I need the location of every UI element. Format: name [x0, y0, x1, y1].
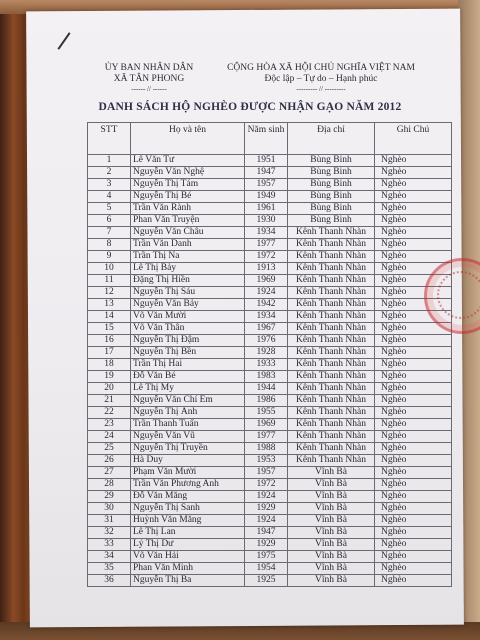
cell-name: Nguyễn Thị Ánh	[131, 407, 245, 419]
cell-name: Võ Văn Hải	[131, 551, 245, 563]
document-title: DANH SÁCH HỘ NGHÈO ĐƯỢC NHẬN GẠO NĂM 2012	[98, 101, 402, 113]
cell-address: Kênh Thanh Nhàn	[288, 443, 375, 455]
cell-name: Đặng Thị Hiền	[131, 275, 245, 287]
cell-note: Nghèo	[375, 575, 452, 587]
cell-note: Nghèo	[375, 407, 452, 419]
table-row	[88, 179, 452, 191]
cell-name: Nguyễn Thị Truyền	[131, 443, 245, 455]
cell-stt: 30	[88, 503, 131, 515]
cell-note: Nghèo	[375, 455, 452, 467]
cell-note: Nghèo	[375, 419, 452, 431]
cell-stt: 9	[88, 251, 131, 263]
cell-name: Lê Thị Bảy	[131, 263, 245, 275]
cell-stt: 20	[88, 383, 131, 395]
table-row	[88, 155, 452, 167]
cell-year: 1988	[245, 443, 288, 455]
cell-note: Nghèo	[375, 179, 452, 191]
cell-year: 1942	[245, 299, 288, 311]
cell-year: 1961	[245, 203, 288, 215]
cell-stt: 12	[88, 287, 131, 299]
cell-address: Vĩnh Bà	[288, 515, 375, 527]
table-row	[88, 515, 452, 527]
cell-note: Nghèo	[375, 563, 452, 575]
cell-stt: 8	[88, 239, 131, 251]
table-row	[88, 479, 452, 491]
cell-name: Phan Văn Truyện	[131, 215, 245, 227]
cell-year: 1986	[245, 395, 288, 407]
cell-address: Kênh Thanh Nhàn	[288, 227, 375, 239]
cell-year: 1934	[245, 311, 288, 323]
cell-stt: 3	[88, 179, 131, 191]
table-row	[88, 311, 452, 323]
table-row	[88, 335, 452, 347]
cell-year: 1977	[245, 239, 288, 251]
cell-note: Nghèo	[375, 359, 452, 371]
table-row	[88, 455, 452, 467]
cell-address: Kênh Thanh Nhàn	[288, 323, 375, 335]
cell-address: Kênh Thanh Nhàn	[288, 239, 375, 251]
table-row	[88, 203, 452, 215]
cell-name: Nguyễn Thị Bền	[131, 347, 245, 359]
table-header-row	[88, 123, 452, 155]
cell-year: 1924	[245, 515, 288, 527]
cell-stt: 13	[88, 299, 131, 311]
cell-address: Kênh Thanh Nhàn	[288, 359, 375, 371]
cell-year: 1944	[245, 383, 288, 395]
cell-stt: 16	[88, 335, 131, 347]
cell-name: Trần Văn Rành	[131, 203, 245, 215]
cell-name: Lê Thị Lan	[131, 527, 245, 539]
cell-year: 1957	[245, 179, 288, 191]
table-row	[88, 539, 452, 551]
issuer-separator: ------ // ------	[131, 85, 167, 93]
table-row	[88, 347, 452, 359]
cell-year: 1924	[245, 491, 288, 503]
cell-address: Vĩnh Bà	[288, 479, 375, 491]
cell-address: Vĩnh Bà	[288, 563, 375, 575]
cell-address: Kênh Thanh Nhàn	[288, 407, 375, 419]
cell-note: Nghèo	[375, 239, 452, 251]
cell-address: Kênh Thanh Nhàn	[288, 287, 375, 299]
cell-note: Nghèo	[375, 503, 452, 515]
cell-name: Nguyễn Văn Châu	[131, 227, 245, 239]
cell-year: 1954	[245, 563, 288, 575]
cell-stt: 5	[88, 203, 131, 215]
cell-year: 1924	[245, 287, 288, 299]
table-row	[88, 527, 452, 539]
cell-stt: 14	[88, 311, 131, 323]
cell-note: Nghèo	[375, 467, 452, 479]
cell-stt: 11	[88, 275, 131, 287]
cell-stt: 7	[88, 227, 131, 239]
cell-name: Nguyễn Thị Đậm	[131, 335, 245, 347]
cell-stt: 31	[88, 515, 131, 527]
cell-stt: 32	[88, 527, 131, 539]
cell-address: Kênh Thanh Nhàn	[288, 455, 375, 467]
table-row	[88, 419, 452, 431]
table-row	[88, 467, 452, 479]
cell-note: Nghèo	[375, 515, 452, 527]
cell-year: 1975	[245, 551, 288, 563]
table-row	[88, 395, 452, 407]
cell-name: Nguyễn Văn Chí Em	[131, 395, 245, 407]
cell-name: Nguyễn Văn Vũ	[131, 431, 245, 443]
cell-note: Nghèo	[375, 287, 452, 299]
cell-stt: 24	[88, 431, 131, 443]
cell-year: 1913	[245, 263, 288, 275]
issuer-line-2: XÃ TÂN PHONG	[113, 74, 185, 84]
cell-note: Nghèo	[375, 227, 452, 239]
cell-year: 1928	[245, 347, 288, 359]
national-header	[216, 63, 426, 93]
cell-address: Kênh Thanh Nhàn	[288, 251, 375, 263]
cell-year: 1972	[245, 479, 288, 491]
cell-year: 1972	[245, 251, 288, 263]
cell-year: 1977	[245, 431, 288, 443]
cell-year: 1983	[245, 371, 288, 383]
cell-note: Nghèo	[375, 527, 452, 539]
cell-name: Huỳnh Văn Măng	[131, 515, 245, 527]
cell-address: Kênh Thanh Nhàn	[288, 431, 375, 443]
cell-year: 1969	[245, 275, 288, 287]
cell-note: Nghèo	[375, 203, 452, 215]
cell-name: Lê Thị My	[131, 383, 245, 395]
cell-note: Nghèo	[375, 539, 452, 551]
cell-note: Nghèo	[375, 551, 452, 563]
cell-note: Nghèo	[375, 299, 452, 311]
cell-stt: 34	[88, 551, 131, 563]
cell-name: Nguyễn Thị Bé	[131, 191, 245, 203]
issuer-line-1: ỦY BAN NHÂN DÂN	[104, 63, 194, 73]
table-row	[88, 443, 452, 455]
cell-year: 1925	[245, 575, 288, 587]
household-table	[87, 122, 452, 587]
cell-note: Nghèo	[375, 335, 452, 347]
cell-stt: 10	[88, 263, 131, 275]
cell-note: Nghèo	[375, 275, 452, 287]
cell-year: 1929	[245, 539, 288, 551]
col-header-name: Họ và tên	[131, 123, 245, 155]
cell-note: Nghèo	[375, 263, 452, 275]
cell-address: Bùng Binh	[288, 167, 375, 179]
cell-name: Trần Văn Danh	[131, 239, 245, 251]
cell-note: Nghèo	[375, 155, 452, 167]
cell-stt: 29	[88, 491, 131, 503]
table-row	[88, 563, 452, 575]
table-row	[88, 551, 452, 563]
cell-address: Vĩnh Bà	[288, 527, 375, 539]
cell-name: Phạm Văn Mười	[131, 467, 245, 479]
table-row	[88, 383, 452, 395]
cell-stt: 2	[88, 167, 131, 179]
cell-address: Bùng Binh	[288, 191, 375, 203]
cell-address: Kênh Thanh Nhàn	[288, 263, 375, 275]
cell-stt: 17	[88, 347, 131, 359]
cell-name: Nguyễn Thị Sáu	[131, 287, 245, 299]
cell-name: Phan Văn Minh	[131, 563, 245, 575]
cell-year: 1955	[245, 407, 288, 419]
cell-note: Nghèo	[375, 443, 452, 455]
table-row	[88, 275, 452, 287]
col-header-stt: STT	[88, 123, 131, 155]
cell-name: Lê Văn Tư	[131, 155, 245, 167]
cell-address: Kênh Thanh Nhàn	[288, 371, 375, 383]
table-row	[88, 371, 452, 383]
cell-year: 1951	[245, 155, 288, 167]
cell-address: Bùng Binh	[288, 155, 375, 167]
cell-year: 1933	[245, 359, 288, 371]
cell-name: Nguyễn Thị Tám	[131, 179, 245, 191]
cell-stt: 18	[88, 359, 131, 371]
col-header-note: Ghi Chú	[375, 123, 452, 155]
cell-stt: 25	[88, 443, 131, 455]
table-row	[88, 287, 452, 299]
cell-note: Nghèo	[375, 347, 452, 359]
table-row	[88, 359, 452, 371]
col-header-address: Địa chỉ	[288, 123, 375, 155]
red-seal-inner-ring	[437, 271, 480, 319]
issuer-header	[84, 63, 214, 93]
cell-note: Nghèo	[375, 191, 452, 203]
cell-stt: 27	[88, 467, 131, 479]
cell-name: Hà Duy	[131, 455, 245, 467]
cell-name: Trần Thanh Tuấn	[131, 419, 245, 431]
cell-address: Vĩnh Bà	[288, 575, 375, 587]
cell-name: Lý Thị Dư	[131, 539, 245, 551]
cell-address: Vĩnh Bà	[288, 491, 375, 503]
cell-year: 1976	[245, 335, 288, 347]
cell-note: Nghèo	[375, 491, 452, 503]
cell-name: Trần Văn Phương Anh	[131, 479, 245, 491]
cell-stt: 19	[88, 371, 131, 383]
cell-name: Nguyễn Văn Nghệ	[131, 167, 245, 179]
cell-address: Bùng Binh	[288, 203, 375, 215]
cell-stt: 28	[88, 479, 131, 491]
table-row	[88, 323, 452, 335]
national-separator: --------- // ---------	[296, 85, 346, 93]
table-row	[88, 431, 452, 443]
cell-note: Nghèo	[375, 371, 452, 383]
cell-stt: 6	[88, 215, 131, 227]
cell-address: Vĩnh Bà	[288, 539, 375, 551]
cell-year: 1969	[245, 419, 288, 431]
cell-note: Nghèo	[375, 395, 452, 407]
national-line-1: CỘNG HÒA XÃ HỘI CHỦ NGHĨA VIỆT NAM	[227, 63, 415, 73]
cell-name: Nguyễn Thị Ba	[131, 575, 245, 587]
cell-stt: 1	[88, 155, 131, 167]
table-row	[88, 191, 452, 203]
cell-note: Nghèo	[375, 311, 452, 323]
cell-address: Vĩnh Bà	[288, 551, 375, 563]
cell-stt: 22	[88, 407, 131, 419]
cell-address: Bùng Binh	[288, 179, 375, 191]
cell-year: 1967	[245, 323, 288, 335]
cell-address: Vĩnh Bà	[288, 467, 375, 479]
cell-note: Nghèo	[375, 383, 452, 395]
table-row	[88, 407, 452, 419]
cell-note: Nghèo	[375, 251, 452, 263]
cell-note: Nghèo	[375, 167, 452, 179]
col-header-year: Năm sinh	[245, 123, 288, 155]
table-row	[88, 167, 452, 179]
cell-address: Kênh Thanh Nhàn	[288, 335, 375, 347]
cell-stt: 36	[88, 575, 131, 587]
cell-year: 1929	[245, 503, 288, 515]
table-row	[88, 299, 452, 311]
cell-year: 1947	[245, 167, 288, 179]
cell-year: 1949	[245, 191, 288, 203]
table-body	[88, 155, 452, 587]
table-row	[88, 239, 452, 251]
table-row	[88, 575, 452, 587]
cell-name: Võ Văn Thân	[131, 323, 245, 335]
cell-stt: 21	[88, 395, 131, 407]
cell-name: Trần Thị Hai	[131, 359, 245, 371]
cell-year: 1930	[245, 215, 288, 227]
table-row	[88, 491, 452, 503]
cell-address: Kênh Thanh Nhàn	[288, 275, 375, 287]
cell-year: 1957	[245, 467, 288, 479]
cell-note: Nghèo	[375, 431, 452, 443]
cell-address: Kênh Thanh Nhàn	[288, 395, 375, 407]
cell-note: Nghèo	[375, 323, 452, 335]
cell-stt: 23	[88, 419, 131, 431]
cell-year: 1947	[245, 527, 288, 539]
cell-note: Nghèo	[375, 479, 452, 491]
cell-name: Nguyễn Văn Bảy	[131, 299, 245, 311]
cell-stt: 4	[88, 191, 131, 203]
cell-address: Kênh Thanh Nhàn	[288, 383, 375, 395]
cell-stt: 15	[88, 323, 131, 335]
cell-name: Đỗ Văn Bé	[131, 371, 245, 383]
cell-address: Kênh Thanh Nhàn	[288, 311, 375, 323]
cell-name: Đỗ Văn Măng	[131, 491, 245, 503]
cell-address: Kênh Thanh Nhàn	[288, 347, 375, 359]
table-row	[88, 215, 452, 227]
cell-note: Nghèo	[375, 215, 452, 227]
cell-stt: 33	[88, 539, 131, 551]
cell-address: Bùng Binh	[288, 215, 375, 227]
cell-address: Kênh Thanh Nhàn	[288, 419, 375, 431]
national-line-2: Độc lập – Tự do – Hạnh phúc	[264, 74, 378, 84]
table-row	[88, 251, 452, 263]
cell-name: Võ Văn Mười	[131, 311, 245, 323]
cell-stt: 26	[88, 455, 131, 467]
table-row	[88, 263, 452, 275]
cell-name: Nguyễn Thị Sanh	[131, 503, 245, 515]
cell-stt: 35	[88, 563, 131, 575]
cell-year: 1934	[245, 227, 288, 239]
cell-address: Vĩnh Bà	[288, 503, 375, 515]
cell-address: Kênh Thanh Nhàn	[288, 299, 375, 311]
cell-year: 1953	[245, 455, 288, 467]
table-row	[88, 503, 452, 515]
cell-name: Trần Thị Na	[131, 251, 245, 263]
table-row	[88, 227, 452, 239]
